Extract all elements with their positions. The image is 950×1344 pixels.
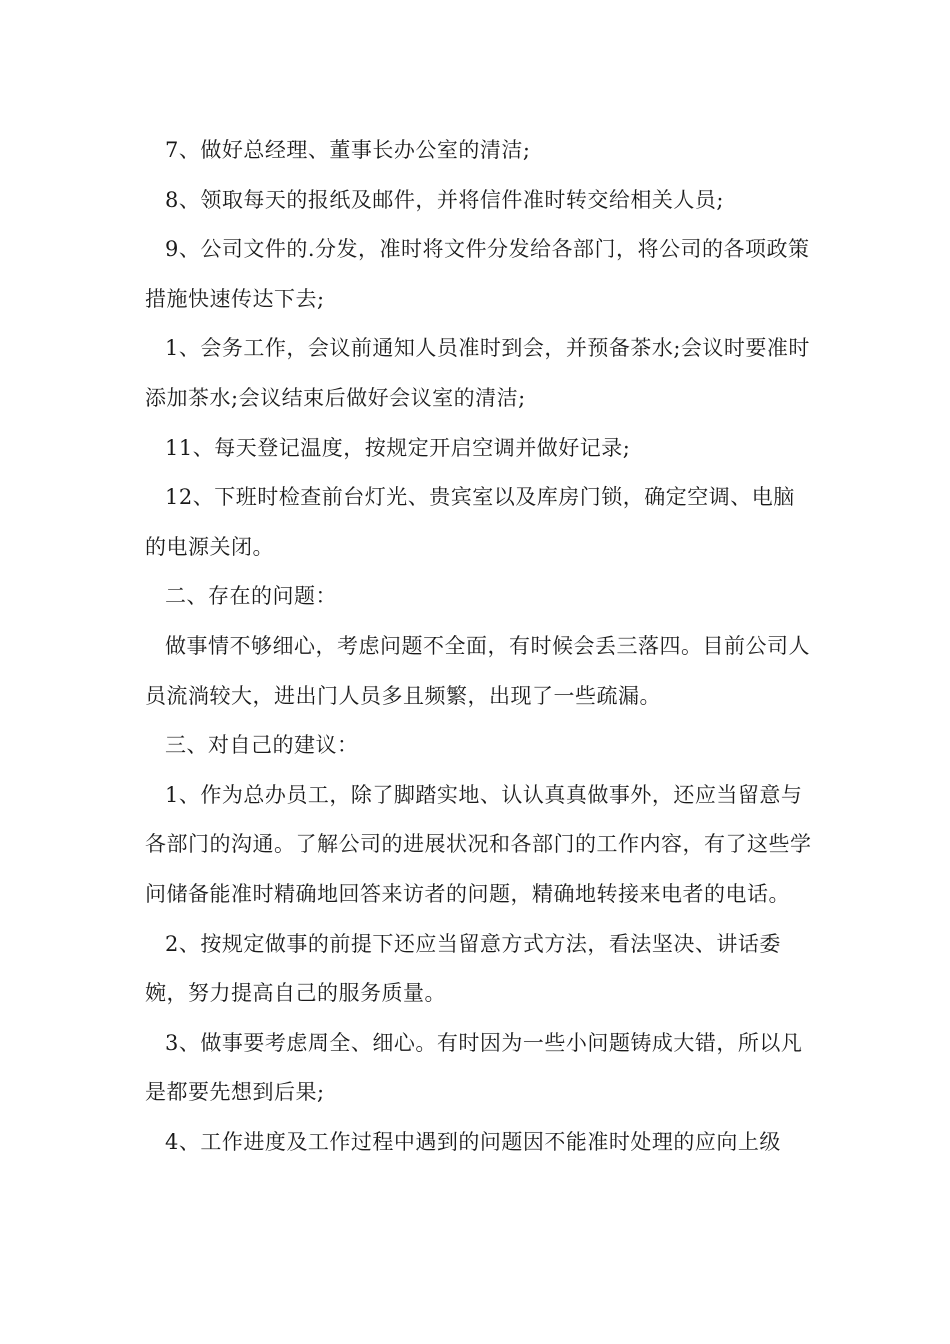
suggestion-item-4: 4、工作进度及工作过程中遇到的问题因不能准时处理的应向上级: [165, 1129, 781, 1154]
paragraph-item-meeting: 1、会务工作，会议前通知人员准时到会，并预备茶水;会议时要准时添加茶水;会议结束后做好会议室的清洁;: [145, 336, 810, 410]
suggestion-item-2: 2、按规定做事的前提下还应当留意方式方法，看法坚决、讲话委婉，努力提高自己的服务质量。: [145, 931, 781, 1006]
paragraph-item-11: 11、每天登记温度，按规定开启空调并做好记录;: [165, 435, 631, 460]
section-heading-problems: 二、存在的问题：: [165, 584, 337, 609]
suggestion-item-1: 1、作为总办员工，除了脚踏实地、认认真真做事外，还应当留意与各部门的沟通。了解公司的进展状况和各部门的工作内容，有了这些学问储备能准时精确地回答来访者的问题，精确地转接来电者的电话。: [145, 782, 812, 906]
paragraph-problems: 做事情不够细心，考虑问题不全面，有时候会丢三落四。目前公司人员流淌较大，进出门人员多且频繁，出现了一些疏漏。: [145, 633, 810, 708]
paragraph-item-7: 7、做好总经理、董事长办公室的清洁;: [165, 138, 531, 162]
section-heading-suggestions: 三、对自己的建议：: [165, 733, 359, 758]
paragraph-item-9: 9、公司文件的.分发，准时将文件分发给各部门，将公司的各项政策措施快速传达下去;: [145, 237, 810, 311]
document-body: [145, 126, 815, 1167]
suggestion-item-3: 3、做事要考虑周全、细心。有时因为一些小问题铸成大错，所以凡是都要先想到后果;: [145, 1030, 803, 1105]
paragraph-item-12: 12、下班时检查前台灯光、贵宾室以及库房门锁，确定空调、电脑的电源关闭。: [145, 485, 795, 559]
paragraph-item-8: 8、领取每天的报纸及邮件，并将信件准时转交给相关人员;: [165, 187, 724, 212]
